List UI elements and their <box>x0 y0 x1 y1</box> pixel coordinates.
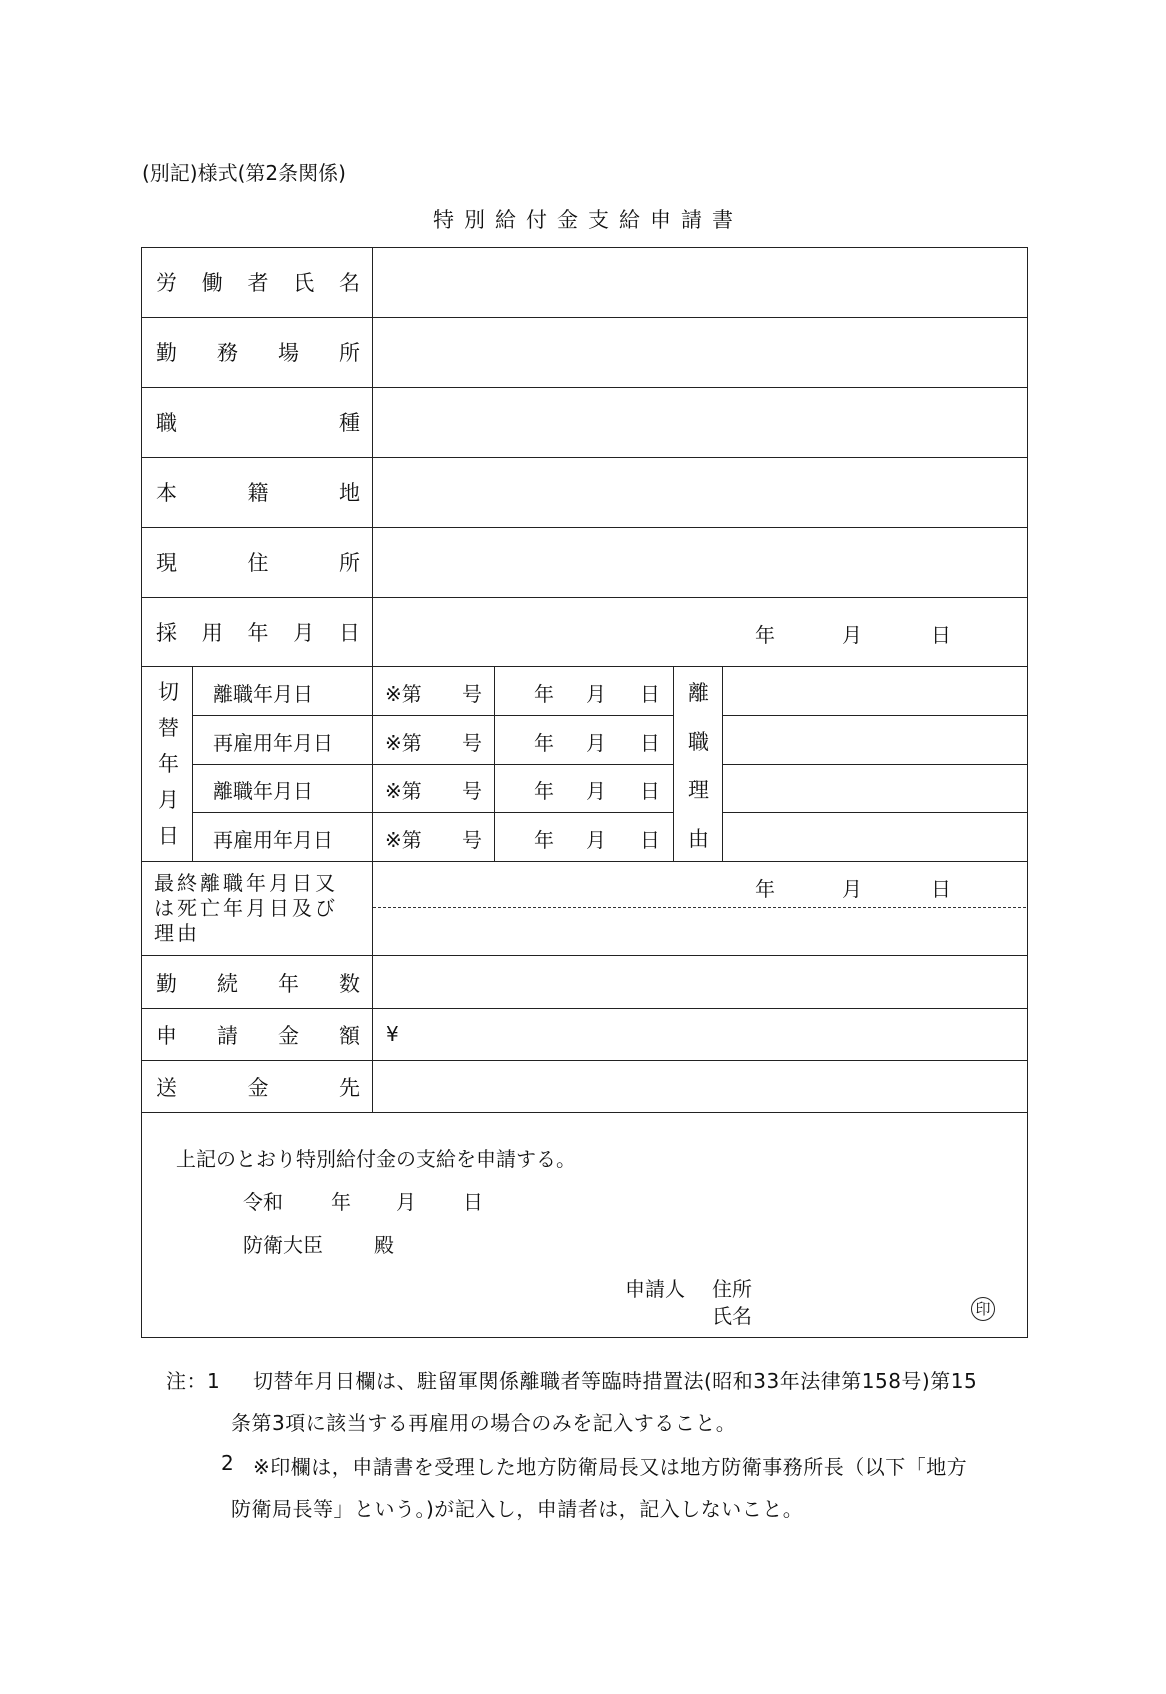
switch-row-label: 離職年月日 <box>213 682 313 706</box>
date-day-unit: 日 <box>463 1190 483 1214</box>
final-row-dashed-divider <box>373 907 1026 908</box>
row-divider <box>141 457 1028 458</box>
note-line: 条第3項に該当する再雇用の場合のみを記入すること。 <box>231 1411 737 1435</box>
switch-row-day-unit: 日 <box>640 828 660 852</box>
switch-row-day-unit: 日 <box>640 779 660 803</box>
row-divider <box>141 527 1028 528</box>
switch-row-no-prefix: ※第 <box>385 682 422 706</box>
column-divider <box>372 247 373 1112</box>
hire-date-label: 採 用 年 月 日 <box>156 621 360 645</box>
note-line: 切替年月日欄は、駐留軍関係離職者等臨時措置法(昭和33年法律第158号)第15 <box>253 1369 978 1393</box>
switch-row-month-unit: 月 <box>586 731 606 755</box>
row-divider <box>141 955 1028 956</box>
row-divider <box>141 597 1028 598</box>
form-title: 特別給付金支給申請書 <box>433 208 743 232</box>
switch-row-label: 再雇用年月日 <box>213 828 333 852</box>
addressee-name: 防衛大臣 <box>243 1233 323 1257</box>
date-month-unit: 月 <box>396 1190 416 1214</box>
amount-label: 申 請 金 額 <box>156 1024 360 1048</box>
note-line: 防衛局長等」という。)が記入し，申請者は，記入しないこと。 <box>231 1497 804 1521</box>
switch-date-char: 年 <box>158 752 179 776</box>
switch-row-no-suffix: 号 <box>462 779 482 803</box>
switch-date-char: 日 <box>158 824 179 848</box>
declaration-statement: 上記のとおり特別給付金の支給を申請する。 <box>176 1147 576 1171</box>
switch-row-no-suffix: 号 <box>462 828 482 852</box>
switch-row-no-prefix: ※第 <box>385 779 422 803</box>
row-divider <box>141 1008 1028 1009</box>
addressee-honorific: 殿 <box>374 1233 394 1257</box>
final-separation-label: 最終離職年月日又 は死亡年月日及び 理由 <box>154 871 338 945</box>
switch-row-month-unit: 月 <box>586 682 606 706</box>
switch-row-day-unit: 日 <box>640 731 660 755</box>
switch-row-label: 再雇用年月日 <box>213 731 333 755</box>
remit-to-label: 送 金 先 <box>156 1076 360 1100</box>
note-marker: 2 <box>221 1451 235 1475</box>
date-era: 令和 <box>243 1190 283 1214</box>
column-divider <box>494 666 495 861</box>
final-day-unit: 日 <box>931 877 951 901</box>
row-divider <box>141 1112 1028 1113</box>
applicant-label: 申請人 <box>625 1277 685 1301</box>
address-label: 住所 <box>712 1277 752 1301</box>
switch-row-no-prefix: ※第 <box>385 828 422 852</box>
occupation-label: 職 種 <box>156 411 360 435</box>
row-divider <box>192 812 673 813</box>
reason-char: 離 <box>688 681 709 705</box>
column-divider <box>673 666 674 861</box>
final-month-unit: 月 <box>842 877 862 901</box>
hire-day-unit: 日 <box>931 623 951 647</box>
switch-date-char: 月 <box>158 788 179 812</box>
name-label: 氏名 <box>712 1304 752 1328</box>
reason-char: 理 <box>688 778 709 802</box>
worker-name-label: 労 働 者 氏 名 <box>156 271 360 295</box>
workplace-label: 勤 務 場 所 <box>156 341 360 365</box>
row-divider <box>722 715 1028 716</box>
switch-row-label: 離職年月日 <box>213 779 313 803</box>
row-divider <box>722 764 1028 765</box>
registered-domicile-label: 本 籍 地 <box>156 481 360 505</box>
current-address-label: 現 住 所 <box>156 551 360 575</box>
hire-month-unit: 月 <box>842 623 862 647</box>
hire-year-unit: 年 <box>755 623 775 647</box>
switch-row-no-suffix: 号 <box>462 682 482 706</box>
row-divider <box>722 812 1028 813</box>
final-year-unit: 年 <box>755 877 775 901</box>
service-years-label: 勤 続 年 数 <box>156 972 360 996</box>
seal-mark-icon: 印 <box>971 1297 995 1321</box>
row-divider <box>192 764 673 765</box>
row-divider <box>141 666 1028 667</box>
column-divider <box>192 666 193 861</box>
column-divider <box>722 666 723 861</box>
reason-char: 職 <box>688 730 709 754</box>
row-divider <box>141 387 1028 388</box>
date-year-unit: 年 <box>331 1190 351 1214</box>
switch-row-day-unit: 日 <box>640 682 660 706</box>
row-divider <box>141 317 1028 318</box>
switch-row-year-unit: 年 <box>534 828 554 852</box>
yen-sign: ¥ <box>386 1022 399 1046</box>
form-number: (別記)様式(第2条関係) <box>142 161 346 185</box>
reason-char: 由 <box>688 827 709 851</box>
switch-date-char: 替 <box>158 716 179 740</box>
switch-row-year-unit: 年 <box>534 731 554 755</box>
row-divider <box>192 715 673 716</box>
switch-row-year-unit: 年 <box>534 682 554 706</box>
row-divider <box>141 861 1028 862</box>
switch-row-month-unit: 月 <box>586 779 606 803</box>
switch-row-year-unit: 年 <box>534 779 554 803</box>
note-marker: 注：1 <box>166 1369 221 1393</box>
switch-row-no-prefix: ※第 <box>385 731 422 755</box>
note-line: ※印欄は，申請書を受理した地方防衛局長又は地方防衛事務所長（以下「地方 <box>253 1455 968 1479</box>
row-divider <box>141 1060 1028 1061</box>
switch-row-no-suffix: 号 <box>462 731 482 755</box>
switch-row-month-unit: 月 <box>586 828 606 852</box>
switch-date-char: 切 <box>158 680 179 704</box>
